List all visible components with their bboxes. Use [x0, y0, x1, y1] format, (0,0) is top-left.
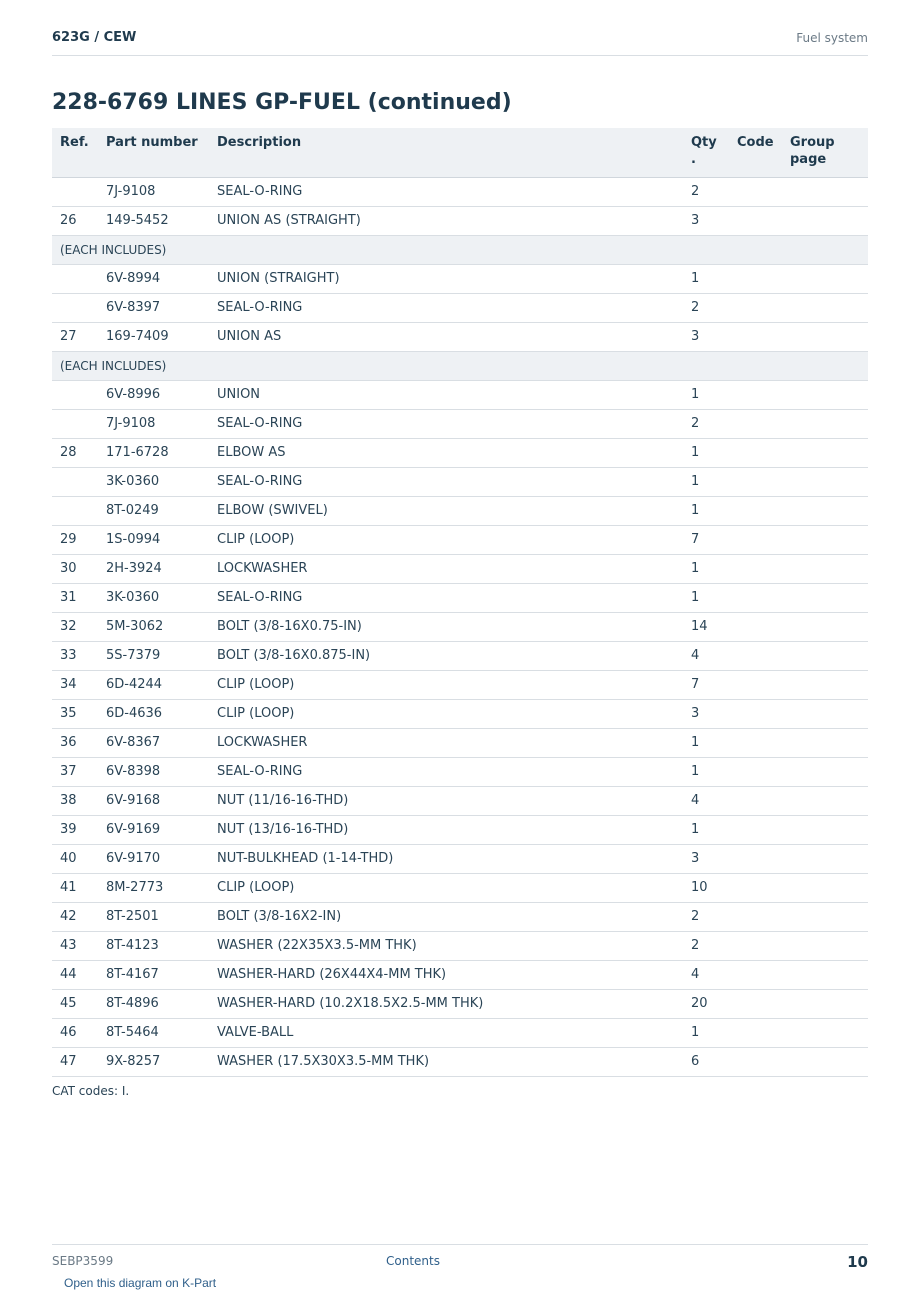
ref-cell: 45 [52, 989, 98, 1018]
ref-cell: 33 [52, 641, 98, 670]
description-cell: BOLT (3/8-16X0.75-IN) [209, 612, 683, 641]
table-row [52, 815, 868, 844]
qty-cell: 1 [683, 728, 729, 757]
code-cell [729, 554, 782, 583]
part-number-cell: 6V-9168 [98, 786, 209, 815]
ref-cell: 26 [52, 206, 98, 235]
group-page-cell [782, 873, 868, 902]
part-number-cell: 8T-4896 [98, 989, 209, 1018]
table-row [52, 264, 868, 293]
model-label: 623G / CEW [52, 30, 137, 45]
code-cell [729, 264, 782, 293]
code-cell [729, 931, 782, 960]
part-number-cell: 5M-3062 [98, 612, 209, 641]
table-row [52, 322, 868, 351]
qty-cell: 14 [683, 612, 729, 641]
code-cell [729, 177, 782, 206]
page-number: 10 [847, 1253, 868, 1271]
part-number-cell: 8M-2773 [98, 873, 209, 902]
group-page-cell [782, 728, 868, 757]
code-cell [729, 1018, 782, 1047]
ref-cell: 36 [52, 728, 98, 757]
table-row [52, 206, 868, 235]
code-cell [729, 380, 782, 409]
page-header [52, 28, 868, 56]
code-cell [729, 438, 782, 467]
description-cell: UNION AS [209, 322, 683, 351]
table-note-row [52, 235, 868, 264]
code-cell [729, 525, 782, 554]
qty-cell: 1 [683, 815, 729, 844]
code-cell [729, 409, 782, 438]
table-row [52, 641, 868, 670]
table-row [52, 496, 868, 525]
ref-cell [52, 409, 98, 438]
part-number-cell: 3K-0360 [98, 583, 209, 612]
description-cell: WASHER-HARD (10.2X18.5X2.5-MM THK) [209, 989, 683, 1018]
code-cell [729, 670, 782, 699]
qty-cell: 2 [683, 931, 729, 960]
table-header-row [52, 128, 868, 177]
description-cell: SEAL-O-RING [209, 293, 683, 322]
group-page-cell [782, 844, 868, 873]
cat-codes: CAT codes: I. [52, 1084, 130, 1098]
code-cell [729, 844, 782, 873]
ref-cell: 34 [52, 670, 98, 699]
ref-cell: 37 [52, 757, 98, 786]
ref-cell: 28 [52, 438, 98, 467]
col-description: Description [209, 128, 683, 177]
description-cell: WASHER (17.5X30X3.5-MM THK) [209, 1047, 683, 1076]
description-cell: CLIP (LOOP) [209, 699, 683, 728]
code-cell [729, 873, 782, 902]
part-number-cell: 7J-9108 [98, 409, 209, 438]
part-number-cell: 6V-8996 [98, 380, 209, 409]
ref-cell: 29 [52, 525, 98, 554]
qty-cell: 6 [683, 1047, 729, 1076]
table-row [52, 467, 868, 496]
note-text: (EACH INCLUDES) [52, 351, 868, 380]
col-qty: Qty . [683, 128, 729, 177]
part-number-cell: 6V-9169 [98, 815, 209, 844]
qty-cell: 1 [683, 380, 729, 409]
col-ref: Ref. [52, 128, 98, 177]
table-row [52, 902, 868, 931]
description-cell: SEAL-O-RING [209, 583, 683, 612]
code-cell [729, 960, 782, 989]
group-page-cell [782, 1047, 868, 1076]
section-label: Fuel system [796, 31, 868, 45]
ref-cell [52, 380, 98, 409]
ref-cell: 47 [52, 1047, 98, 1076]
group-page-cell [782, 496, 868, 525]
part-number-cell: 6V-8994 [98, 264, 209, 293]
description-cell: SEAL-O-RING [209, 467, 683, 496]
description-cell: LOCKWASHER [209, 728, 683, 757]
qty-cell: 7 [683, 670, 729, 699]
description-cell: LOCKWASHER [209, 554, 683, 583]
group-page-cell [782, 786, 868, 815]
table-row [52, 409, 868, 438]
table-note-row [52, 351, 868, 380]
code-cell [729, 902, 782, 931]
code-cell [729, 612, 782, 641]
table-row [52, 438, 868, 467]
title-part-number: 228-6769 LINES GP-FUEL [52, 90, 360, 115]
contents-link[interactable]: Contents [386, 1254, 440, 1268]
title-suffix: (continued) [367, 90, 512, 115]
part-number-cell: 6V-8367 [98, 728, 209, 757]
part-number-cell: 8T-0249 [98, 496, 209, 525]
qty-cell: 4 [683, 786, 729, 815]
qty-cell: 1 [683, 554, 729, 583]
qty-cell: 10 [683, 873, 729, 902]
ref-cell [52, 177, 98, 206]
group-page-cell [782, 206, 868, 235]
table-row [52, 1018, 868, 1047]
description-cell: WASHER (22X35X3.5-MM THK) [209, 931, 683, 960]
part-number-cell: 3K-0360 [98, 467, 209, 496]
group-page-cell [782, 902, 868, 931]
open-on-kpart-link[interactable]: Open this diagram on K-Part [64, 1276, 217, 1290]
col-group-page: Group page [782, 128, 868, 177]
qty-cell: 2 [683, 409, 729, 438]
qty-cell: 2 [683, 902, 729, 931]
description-cell: BOLT (3/8-16X2-IN) [209, 902, 683, 931]
qty-cell: 1 [683, 438, 729, 467]
note-text: (EACH INCLUDES) [52, 235, 868, 264]
group-page-cell [782, 293, 868, 322]
group-page-cell [782, 670, 868, 699]
code-cell [729, 728, 782, 757]
ref-cell: 35 [52, 699, 98, 728]
table-row [52, 989, 868, 1018]
description-cell: UNION AS (STRAIGHT) [209, 206, 683, 235]
qty-cell: 1 [683, 1018, 729, 1047]
qty-cell: 1 [683, 467, 729, 496]
part-number-cell: 1S-0994 [98, 525, 209, 554]
col-code: Code [729, 128, 782, 177]
part-number-cell: 6V-8397 [98, 293, 209, 322]
table-row [52, 293, 868, 322]
group-page-cell [782, 409, 868, 438]
code-cell [729, 467, 782, 496]
description-cell: ELBOW (SWIVEL) [209, 496, 683, 525]
ref-cell [52, 467, 98, 496]
ref-cell: 40 [52, 844, 98, 873]
part-number-cell: 7J-9108 [98, 177, 209, 206]
table-row [52, 525, 868, 554]
document-id: SEBP3599 [52, 1254, 114, 1268]
qty-cell: 7 [683, 525, 729, 554]
code-cell [729, 322, 782, 351]
description-cell: WASHER-HARD (26X44X4-MM THK) [209, 960, 683, 989]
description-cell: UNION (STRAIGHT) [209, 264, 683, 293]
table-row [52, 554, 868, 583]
group-page-cell [782, 380, 868, 409]
group-page-cell [782, 815, 868, 844]
group-page-cell [782, 554, 868, 583]
part-number-cell: 6V-8398 [98, 757, 209, 786]
part-number-cell: 6V-9170 [98, 844, 209, 873]
group-page-cell [782, 177, 868, 206]
description-cell: SEAL-O-RING [209, 409, 683, 438]
group-page-cell [782, 960, 868, 989]
group-page-cell [782, 641, 868, 670]
code-cell [729, 206, 782, 235]
part-number-cell: 5S-7379 [98, 641, 209, 670]
group-page-cell [782, 583, 868, 612]
qty-cell: 4 [683, 960, 729, 989]
description-cell: SEAL-O-RING [209, 757, 683, 786]
qty-cell: 3 [683, 322, 729, 351]
ref-cell: 46 [52, 1018, 98, 1047]
ref-cell: 41 [52, 873, 98, 902]
qty-cell: 1 [683, 264, 729, 293]
qty-cell: 2 [683, 177, 729, 206]
group-page-cell [782, 1018, 868, 1047]
table-row [52, 757, 868, 786]
ref-cell: 27 [52, 322, 98, 351]
qty-cell: 4 [683, 641, 729, 670]
part-number-cell: 8T-5464 [98, 1018, 209, 1047]
description-cell: ELBOW AS [209, 438, 683, 467]
table-row [52, 844, 868, 873]
description-cell: SEAL-O-RING [209, 177, 683, 206]
code-cell [729, 1047, 782, 1076]
ref-cell [52, 496, 98, 525]
ref-cell: 38 [52, 786, 98, 815]
description-cell: BOLT (3/8-16X0.875-IN) [209, 641, 683, 670]
description-cell: NUT (13/16-16-THD) [209, 815, 683, 844]
part-number-cell: 6D-4636 [98, 699, 209, 728]
code-cell [729, 583, 782, 612]
group-page-cell [782, 989, 868, 1018]
description-cell: NUT-BULKHEAD (1-14-THD) [209, 844, 683, 873]
group-page-cell [782, 264, 868, 293]
table-row [52, 873, 868, 902]
col-part-number: Part number [98, 128, 209, 177]
group-page-cell [782, 931, 868, 960]
ref-cell: 44 [52, 960, 98, 989]
parts-table-body [52, 177, 868, 1076]
part-number-cell: 171-6728 [98, 438, 209, 467]
description-cell: CLIP (LOOP) [209, 670, 683, 699]
table-row [52, 931, 868, 960]
code-cell [729, 641, 782, 670]
part-number-cell: 9X-8257 [98, 1047, 209, 1076]
part-number-cell: 149-5452 [98, 206, 209, 235]
ref-cell: 31 [52, 583, 98, 612]
table-row [52, 583, 868, 612]
qty-cell: 20 [683, 989, 729, 1018]
code-cell [729, 786, 782, 815]
qty-cell: 1 [683, 757, 729, 786]
qty-cell: 3 [683, 699, 729, 728]
qty-cell: 2 [683, 293, 729, 322]
code-cell [729, 496, 782, 525]
page-footer [52, 1244, 868, 1274]
part-number-cell: 169-7409 [98, 322, 209, 351]
table-row [52, 699, 868, 728]
ref-cell: 42 [52, 902, 98, 931]
qty-cell: 3 [683, 844, 729, 873]
part-number-cell: 6D-4244 [98, 670, 209, 699]
part-number-cell: 8T-4123 [98, 931, 209, 960]
ref-cell: 30 [52, 554, 98, 583]
ref-cell: 32 [52, 612, 98, 641]
ref-cell: 43 [52, 931, 98, 960]
page-title [52, 90, 512, 115]
table-row [52, 380, 868, 409]
table-row [52, 960, 868, 989]
code-cell [729, 757, 782, 786]
table-row [52, 670, 868, 699]
description-cell: CLIP (LOOP) [209, 525, 683, 554]
parts-table [52, 128, 868, 1077]
code-cell [729, 989, 782, 1018]
part-number-cell: 2H-3924 [98, 554, 209, 583]
table-row [52, 612, 868, 641]
qty-cell: 1 [683, 583, 729, 612]
table-row [52, 728, 868, 757]
group-page-cell [782, 438, 868, 467]
qty-cell: 3 [683, 206, 729, 235]
part-number-cell: 8T-4167 [98, 960, 209, 989]
ref-cell: 39 [52, 815, 98, 844]
group-page-cell [782, 757, 868, 786]
description-cell: VALVE-BALL [209, 1018, 683, 1047]
ref-cell [52, 293, 98, 322]
code-cell [729, 699, 782, 728]
group-page-cell [782, 612, 868, 641]
code-cell [729, 815, 782, 844]
group-page-cell [782, 699, 868, 728]
description-cell: CLIP (LOOP) [209, 873, 683, 902]
group-page-cell [782, 525, 868, 554]
qty-cell: 1 [683, 496, 729, 525]
table-row [52, 1047, 868, 1076]
description-cell: NUT (11/16-16-THD) [209, 786, 683, 815]
ref-cell [52, 264, 98, 293]
group-page-cell [782, 467, 868, 496]
group-page-cell [782, 322, 868, 351]
table-row [52, 177, 868, 206]
description-cell: UNION [209, 380, 683, 409]
part-number-cell: 8T-2501 [98, 902, 209, 931]
table-row [52, 786, 868, 815]
code-cell [729, 293, 782, 322]
